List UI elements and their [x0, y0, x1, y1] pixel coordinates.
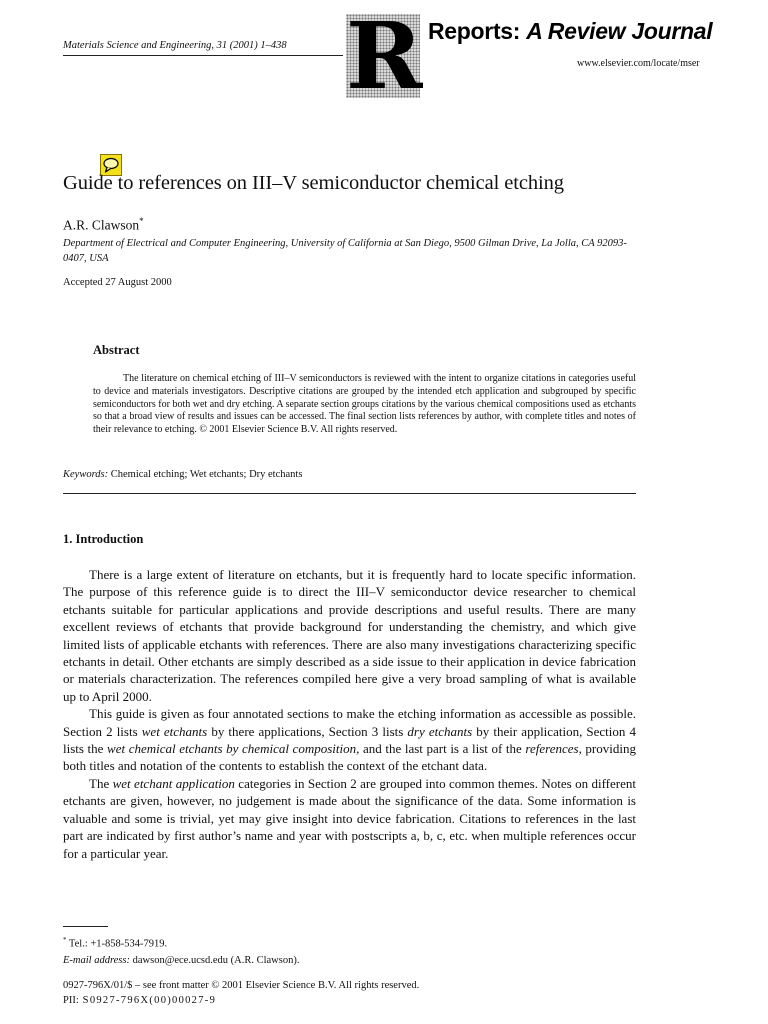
- imprint: [63, 978, 419, 1008]
- author: [63, 216, 144, 234]
- affiliation: Department of Electrical and Computer Engineering, University of California at San Diego, 9500 Gilman Drive, La Jolla, CA 92093-0407, USA: [63, 238, 627, 264]
- footnote-email: E-mail address: dawson@ece.ucsd.edu (A.R. Clawson).: [63, 954, 300, 966]
- keywords: [63, 469, 302, 480]
- author-name: A.R. Clawson: [63, 217, 140, 233]
- author-footnote-mark[interactable]: *: [139, 216, 144, 226]
- footnote: [63, 932, 299, 969]
- journal-logo-letter: R: [346, 2, 423, 110]
- journal-url[interactable]: www.elsevier.com/locate/mser: [577, 58, 700, 69]
- introduction-body: [63, 566, 636, 862]
- journal-citation: Materials Science and Engineering, 31 (2001) 1–438: [63, 40, 287, 51]
- copyright-line: 0927-796X/01/$ – see front matter © 2001 Elsevier Science B.V. All rights reserved.: [63, 980, 420, 991]
- keywords-label: Keywords:: [63, 469, 109, 480]
- footnote-rule: [63, 926, 108, 927]
- keywords-text: Chemical etching; Wet etchants; Dry etchants: [110, 469, 303, 480]
- abstract-heading: Abstract: [93, 343, 140, 357]
- abstract-text: The literature on chemical etching of III–V semiconductors is reviewed with the intent to organize citations in categories useful to device and materials investigators. Descriptive citations are grouped by the intended etch application and subgrouped by specific semiconductors for both wet and dry etching. A separate section groups citations by the various chemical compositions used as etchants so that a broad view of results and issues can be accessed. The final section lists references by author, with complete titles and notes of their relevance to etching. © 2001 Elsevier Science B.V. All rights reserved.: [93, 373, 636, 436]
- section-heading-introduction: 1. Introduction: [63, 532, 144, 546]
- paragraph-1: There is a large extent of literature on etchants, but it is frequently hard to locate specific information. The purpose of this reference guide is to direct the III–V semiconductor device researcher to chemical etchants suitable for particular applications and provide descriptions and useful results. There are many excellent reviews of etchants that provide background for understanding the chemistry, and which give limited lists of applicable etchants with references. There are also many investigations characterizing specific etchants in detail. Other etchants are simply described as a side issue to their application in device fabrication or materials characterization. The references compiled here give a very broad sampling of what is available up to April 2000.: [63, 567, 636, 704]
- header-rule: [63, 55, 343, 56]
- paragraph-2: This guide is given as four annotated sections to make the etching information as accessible as possible. Section 2 lists wet etchants by there applications, Section 3 lists dry etchants by their application, Section 4 lists the wet chemical etchants by chemical composition, and the last part is a list of the references, providing both titles and notation of the contents to establish the context of the etchant data.: [63, 706, 637, 774]
- pii-line: PII: S0927-796X(00)00027-9: [63, 995, 217, 1006]
- paragraph-3: The wet etchant application categories in Section 2 are grouped into common themes. Notes on different etchants are given, however, no judgement is made about the significance of the data. Some information is valuable and some is trivial, yet may give insight into device fabrication. Citations to references in the last part are indicated by first author’s name and year with postscripts a, b, c, etc. when multiple references occur for a particular year.: [63, 775, 636, 861]
- journal-title-main: Reports:: [428, 18, 521, 44]
- journal-title-rest: A Review Journal: [526, 18, 713, 44]
- email-link[interactable]: dawson@ece.ucsd.edu (A.R. Clawson).: [129, 954, 300, 966]
- paper-title: Guide to references on III–V semiconductor chemical etching: [63, 172, 564, 194]
- journal-logo: [346, 2, 423, 110]
- journal-title: [428, 18, 712, 45]
- section-divider: [63, 493, 636, 494]
- accepted-date: Accepted 27 August 2000: [63, 277, 172, 288]
- footnote-tel: * Tel.: +1-858-534-7919.: [63, 936, 168, 950]
